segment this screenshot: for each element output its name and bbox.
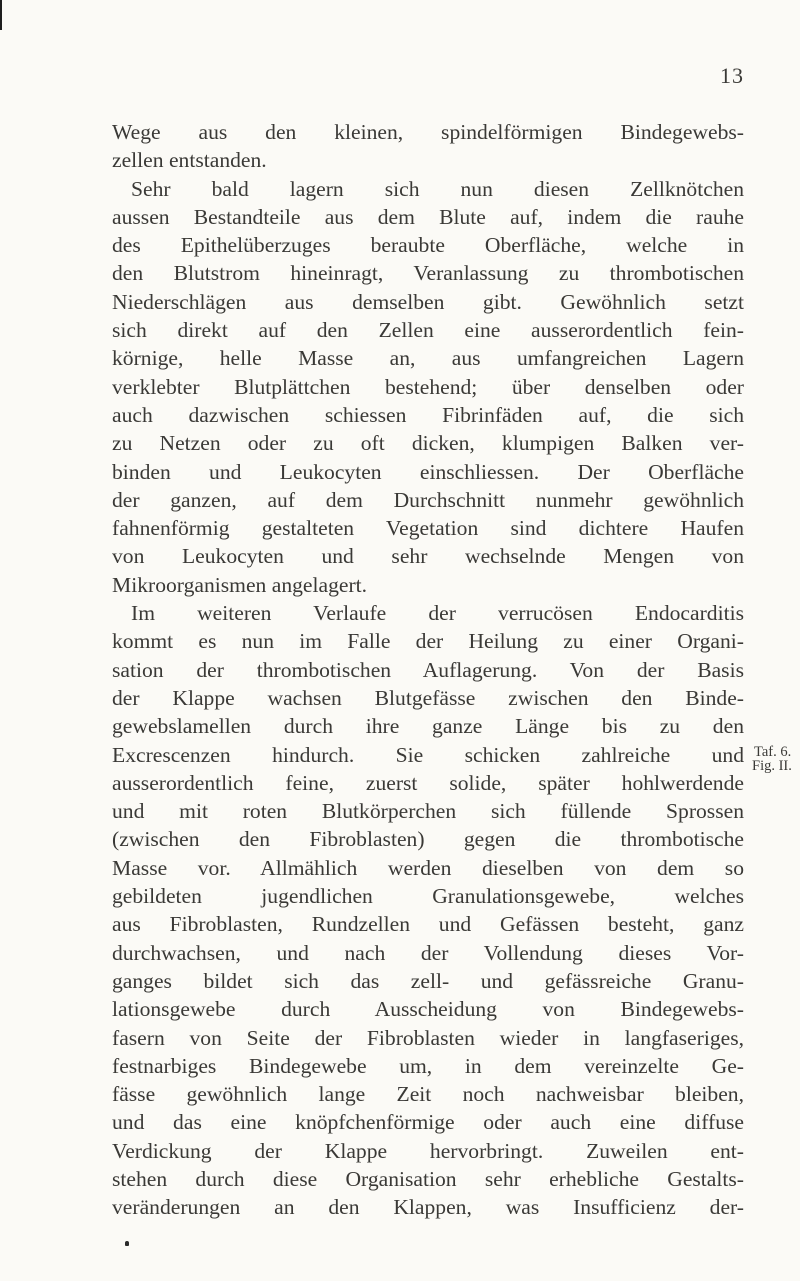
page-edge-rule: [0, 0, 2, 30]
text-line: Verdickung der Klappe hervorbringt. Zuweilen ent-: [112, 1138, 744, 1163]
text-line: aus Fibroblasten, Rundzellen und Gefässen besteht, ganz: [112, 912, 744, 937]
print-speck-mark: [125, 1241, 129, 1246]
text-line: festnarbiges Bindegewebe um, in dem vereinzelte Ge-: [112, 1053, 744, 1078]
text-line: Masse vor. Allmählich werden dieselben von dem so: [112, 855, 744, 880]
text-line: ausserordentlich feine, zuerst solide, später hohlwerdende: [112, 770, 744, 795]
text-line: verklebter Blutplättchen bestehend; über denselben oder: [112, 374, 744, 399]
text-line: der Klappe wachsen Blutgefässe zwischen den Binde-: [112, 685, 744, 710]
paragraph: [112, 118, 744, 175]
paragraph: [112, 175, 744, 599]
text-line: fasern von Seite der Fibroblasten wieder in langfaseriges,: [112, 1025, 744, 1050]
text-line: aussen Bestandteile aus dem Blute auf, indem die rauhe: [112, 204, 744, 229]
text-line: ganges bildet sich das zell- und gefässreiche Granu-: [112, 968, 744, 993]
text-line: gewebslamellen durch ihre ganze Länge bis zu den: [112, 714, 744, 739]
text-line: Im weiteren Verlaufe der verrucösen Endocarditis: [131, 601, 744, 626]
text-line: binden und Leukocyten einschliessen. Der Oberfläche: [112, 459, 744, 484]
text-line: Niederschlägen aus demselben gibt. Gewöhnlich setzt: [112, 289, 744, 314]
text-line: den Blutstrom hineinragt, Veranlassung zu thrombotischen: [112, 261, 744, 286]
margin-note-figure: Fig. II.: [752, 758, 792, 774]
body-text: [112, 118, 744, 1222]
text-line: Sehr bald lagern sich nun diesen Zellknötchen: [131, 176, 744, 201]
text-line: zellen entstanden.: [112, 148, 267, 173]
text-line: Excrescenzen hindurch. Sie schicken zahlreiche und: [112, 742, 744, 767]
text-line: fahnenförmig gestalteten Vegetation sind dichtere Haufen: [112, 516, 744, 541]
text-line: sich direkt auf den Zellen eine ausserordentlich fein-: [112, 318, 744, 343]
text-line: (zwischen den Fibroblasten) gegen die thrombotische: [112, 827, 744, 852]
margin-note-figure-reference: [752, 745, 792, 773]
page-number: 13: [720, 63, 744, 88]
text-line: körnige, helle Masse an, aus umfangreichen Lagern: [112, 346, 744, 371]
text-line: fässe gewöhnlich lange Zeit noch nachweisbar bleiben,: [112, 1082, 744, 1107]
text-line: lationsgewebe durch Ausscheidung von Bindegewebs-: [112, 997, 744, 1022]
paragraph: [112, 599, 744, 1222]
text-line: kommt es nun im Falle der Heilung zu einer Organi-: [112, 629, 744, 654]
text-line: Wege aus den kleinen, spindelförmigen Bindegewebs-: [112, 120, 744, 144]
text-line: durchwachsen, und nach der Vollendung dieses Vor-: [112, 940, 744, 965]
text-line: gebildeten jugendlichen Granulationsgewebe, welches: [112, 884, 744, 909]
text-line: von Leukocyten und sehr wechselnde Mengen von: [112, 544, 744, 569]
text-line: stehen durch diese Organisation sehr erhebliche Gestalts-: [112, 1166, 744, 1191]
text-line: des Epithelüberzuges beraubte Oberfläche, welche in: [112, 233, 744, 258]
text-line: der ganzen, auf dem Durchschnitt nunmehr gewöhnlich: [112, 487, 744, 512]
text-line: und das eine knöpfchenförmige oder auch eine diffuse: [112, 1110, 744, 1135]
text-line: Mikroorganismen angelagert.: [112, 572, 368, 597]
text-line: auch dazwischen schiessen Fibrinfäden auf, die sich: [112, 402, 744, 427]
text-line: veränderungen an den Klappen, was Insufficienz der-: [112, 1195, 744, 1220]
text-line: sation der thrombotischen Auflagerung. Von der Basis: [112, 657, 744, 682]
margin-note-plate: Taf. 6.: [754, 744, 792, 760]
text-line: und mit roten Blutkörperchen sich füllende Sprossen: [112, 799, 744, 824]
text-line: zu Netzen oder zu oft dicken, klumpigen Balken ver-: [112, 431, 744, 456]
